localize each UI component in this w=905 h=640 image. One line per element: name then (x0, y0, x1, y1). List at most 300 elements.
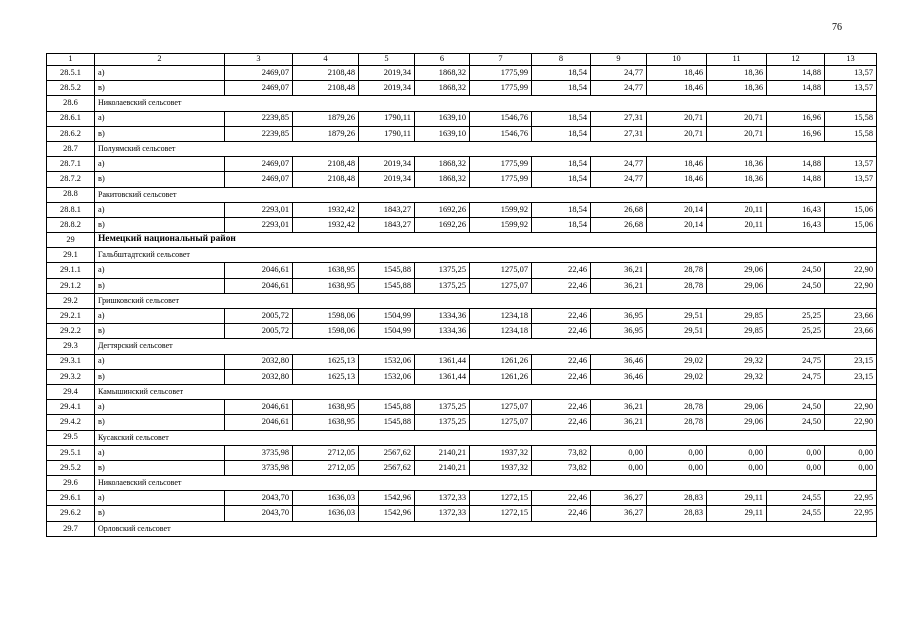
value-cell: 1261,26 (470, 354, 532, 369)
value-cell: 22,46 (532, 309, 591, 324)
row-code: 28.7 (47, 141, 95, 156)
value-cell: 2108,48 (293, 157, 359, 172)
row-label: а) (95, 445, 225, 460)
value-cell: 28,78 (647, 263, 707, 278)
value-cell: 36,46 (591, 354, 647, 369)
column-number-cell: 6 (415, 54, 470, 66)
value-cell: 22,46 (532, 278, 591, 293)
value-cell: 1775,99 (470, 66, 532, 81)
value-cell: 24,77 (591, 66, 647, 81)
row-code: 29.6.1 (47, 491, 95, 506)
value-cell: 29,32 (707, 354, 767, 369)
row-code: 29 (47, 233, 95, 248)
column-number-cell: 1 (47, 54, 95, 66)
value-cell: 1625,13 (293, 369, 359, 384)
value-cell: 18,54 (532, 217, 591, 232)
value-cell: 20,14 (647, 202, 707, 217)
table-row (47, 278, 877, 293)
value-cell: 1599,92 (470, 202, 532, 217)
value-cell: 28,83 (647, 491, 707, 506)
value-cell: 1598,06 (293, 324, 359, 339)
value-cell: 1375,25 (415, 400, 470, 415)
value-cell: 36,46 (591, 369, 647, 384)
table-row (47, 460, 877, 475)
value-cell: 24,77 (591, 157, 647, 172)
value-cell: 2293,01 (225, 202, 293, 217)
row-code: 29.1 (47, 248, 95, 263)
value-cell: 2469,07 (225, 81, 293, 96)
value-cell: 1234,18 (470, 324, 532, 339)
value-cell: 25,25 (767, 324, 825, 339)
value-cell: 1790,11 (359, 126, 415, 141)
row-label: а) (95, 202, 225, 217)
value-cell: 22,46 (532, 506, 591, 521)
value-cell: 36,21 (591, 278, 647, 293)
row-label: в) (95, 324, 225, 339)
value-cell: 1937,32 (470, 460, 532, 475)
value-cell: 2046,61 (225, 400, 293, 415)
value-cell: 18,46 (647, 157, 707, 172)
section-title: Николаевский сельсовет (95, 476, 877, 491)
column-number-cell: 13 (825, 54, 877, 66)
value-cell: 1937,32 (470, 445, 532, 460)
row-label: в) (95, 369, 225, 384)
value-cell: 2046,61 (225, 263, 293, 278)
table-row (47, 126, 877, 141)
value-cell: 1625,13 (293, 354, 359, 369)
value-cell: 22,46 (532, 263, 591, 278)
value-cell: 1504,99 (359, 324, 415, 339)
value-cell: 1879,26 (293, 111, 359, 126)
value-cell: 14,88 (767, 81, 825, 96)
value-cell: 27,31 (591, 126, 647, 141)
value-cell: 28,83 (647, 506, 707, 521)
row-code: 29.4 (47, 384, 95, 399)
value-cell: 22,46 (532, 369, 591, 384)
section-title: Ракитовский сельсовет (95, 187, 877, 202)
value-cell: 1639,10 (415, 126, 470, 141)
row-code: 28.6.1 (47, 111, 95, 126)
value-cell: 1334,36 (415, 324, 470, 339)
value-cell: 0,00 (707, 445, 767, 460)
value-cell: 1638,95 (293, 278, 359, 293)
value-cell: 36,21 (591, 400, 647, 415)
value-cell: 22,46 (532, 400, 591, 415)
value-cell: 20,14 (647, 217, 707, 232)
value-cell: 73,82 (532, 445, 591, 460)
row-code: 29.6.2 (47, 506, 95, 521)
column-number-row (47, 54, 877, 66)
section-row (47, 293, 877, 308)
value-cell: 22,46 (532, 324, 591, 339)
value-cell: 2005,72 (225, 324, 293, 339)
row-label: в) (95, 415, 225, 430)
value-cell: 24,55 (767, 506, 825, 521)
row-code: 29.1.1 (47, 263, 95, 278)
value-cell: 22,46 (532, 491, 591, 506)
table-row (47, 445, 877, 460)
value-cell: 18,36 (707, 157, 767, 172)
column-number-cell: 9 (591, 54, 647, 66)
table-row (47, 66, 877, 81)
value-cell: 36,21 (591, 263, 647, 278)
value-cell: 24,75 (767, 369, 825, 384)
value-cell: 1545,88 (359, 415, 415, 430)
value-cell: 1532,06 (359, 354, 415, 369)
section-row (47, 384, 877, 399)
value-cell: 18,36 (707, 66, 767, 81)
section-row (47, 233, 877, 248)
section-title: Николаевский сельсовет (95, 96, 877, 111)
value-cell: 22,46 (532, 415, 591, 430)
value-cell: 0,00 (825, 445, 877, 460)
value-cell: 2567,62 (359, 460, 415, 475)
value-cell: 18,54 (532, 157, 591, 172)
value-cell: 2712,05 (293, 460, 359, 475)
value-cell: 1375,25 (415, 278, 470, 293)
value-cell: 24,50 (767, 400, 825, 415)
value-cell: 18,54 (532, 81, 591, 96)
row-label: в) (95, 217, 225, 232)
row-label: в) (95, 172, 225, 187)
value-cell: 1275,07 (470, 278, 532, 293)
row-code: 29.3 (47, 339, 95, 354)
value-cell: 18,54 (532, 111, 591, 126)
value-cell: 1545,88 (359, 278, 415, 293)
value-cell: 20,11 (707, 202, 767, 217)
value-cell: 29,51 (647, 309, 707, 324)
value-cell: 1775,99 (470, 157, 532, 172)
section-row (47, 521, 877, 536)
value-cell: 18,46 (647, 81, 707, 96)
value-cell: 1868,32 (415, 172, 470, 187)
row-code: 28.8.1 (47, 202, 95, 217)
value-cell: 24,77 (591, 81, 647, 96)
row-label: а) (95, 309, 225, 324)
value-cell: 28,78 (647, 400, 707, 415)
table-row (47, 81, 877, 96)
value-cell: 14,88 (767, 157, 825, 172)
value-cell: 1868,32 (415, 81, 470, 96)
value-cell: 1599,92 (470, 217, 532, 232)
value-cell: 13,57 (825, 81, 877, 96)
value-cell: 1375,25 (415, 263, 470, 278)
value-cell: 1868,32 (415, 66, 470, 81)
value-cell: 20,11 (707, 217, 767, 232)
value-cell: 36,27 (591, 506, 647, 521)
value-cell: 1546,76 (470, 111, 532, 126)
value-cell: 0,00 (707, 460, 767, 475)
value-cell: 27,31 (591, 111, 647, 126)
value-cell: 29,06 (707, 263, 767, 278)
value-cell: 1868,32 (415, 157, 470, 172)
table-row (47, 415, 877, 430)
value-cell: 2469,07 (225, 172, 293, 187)
value-cell: 1545,88 (359, 400, 415, 415)
value-cell: 36,27 (591, 491, 647, 506)
value-cell: 18,46 (647, 66, 707, 81)
value-cell: 15,06 (825, 217, 877, 232)
row-code: 28.7.1 (47, 157, 95, 172)
row-code: 29.4.1 (47, 400, 95, 415)
value-cell: 29,85 (707, 324, 767, 339)
value-cell: 1843,27 (359, 202, 415, 217)
table-row (47, 324, 877, 339)
value-cell: 2239,85 (225, 126, 293, 141)
row-code: 29.5.1 (47, 445, 95, 460)
section-title: Камышинский сельсовет (95, 384, 877, 399)
value-cell: 1272,15 (470, 506, 532, 521)
column-number-cell: 2 (95, 54, 225, 66)
value-cell: 24,75 (767, 354, 825, 369)
value-cell: 1275,07 (470, 400, 532, 415)
value-cell: 26,68 (591, 202, 647, 217)
value-cell: 1234,18 (470, 309, 532, 324)
value-cell: 2469,07 (225, 66, 293, 81)
row-code: 29.2 (47, 293, 95, 308)
row-code: 28.5.1 (47, 66, 95, 81)
value-cell: 1504,99 (359, 309, 415, 324)
table-row (47, 217, 877, 232)
value-cell: 2712,05 (293, 445, 359, 460)
value-cell: 22,46 (532, 354, 591, 369)
value-cell: 0,00 (647, 460, 707, 475)
row-label: а) (95, 491, 225, 506)
table-row (47, 400, 877, 415)
value-cell: 1775,99 (470, 172, 532, 187)
row-code: 29.1.2 (47, 278, 95, 293)
value-cell: 1546,76 (470, 126, 532, 141)
value-cell: 15,58 (825, 111, 877, 126)
section-title: Дегтярский сельсовет (95, 339, 877, 354)
value-cell: 1261,26 (470, 369, 532, 384)
value-cell: 23,66 (825, 324, 877, 339)
section-title: Немецкий национальный район (95, 233, 877, 248)
value-cell: 20,71 (707, 126, 767, 141)
value-cell: 1790,11 (359, 111, 415, 126)
table-row (47, 263, 877, 278)
value-cell: 1372,33 (415, 491, 470, 506)
row-label: в) (95, 460, 225, 475)
value-cell: 18,54 (532, 202, 591, 217)
value-cell: 2043,70 (225, 506, 293, 521)
row-label: а) (95, 354, 225, 369)
value-cell: 29,32 (707, 369, 767, 384)
value-cell: 26,68 (591, 217, 647, 232)
value-cell: 16,96 (767, 111, 825, 126)
section-row (47, 248, 877, 263)
value-cell: 15,06 (825, 202, 877, 217)
value-cell: 2108,48 (293, 66, 359, 81)
row-code: 29.5.2 (47, 460, 95, 475)
column-number-cell: 4 (293, 54, 359, 66)
value-cell: 36,95 (591, 309, 647, 324)
column-number-cell: 7 (470, 54, 532, 66)
value-cell: 2043,70 (225, 491, 293, 506)
value-cell: 1636,03 (293, 491, 359, 506)
value-cell: 3735,98 (225, 445, 293, 460)
value-cell: 1334,36 (415, 309, 470, 324)
value-cell: 16,43 (767, 202, 825, 217)
value-cell: 2108,48 (293, 172, 359, 187)
value-cell: 20,71 (707, 111, 767, 126)
value-cell: 23,66 (825, 309, 877, 324)
row-code: 29.6 (47, 476, 95, 491)
value-cell: 29,11 (707, 506, 767, 521)
section-row (47, 430, 877, 445)
section-row (47, 141, 877, 156)
row-code: 28.6 (47, 96, 95, 111)
value-cell: 1361,44 (415, 354, 470, 369)
value-cell: 13,57 (825, 172, 877, 187)
value-cell: 1639,10 (415, 111, 470, 126)
value-cell: 25,25 (767, 309, 825, 324)
value-cell: 24,50 (767, 278, 825, 293)
tariff-table (46, 53, 877, 537)
value-cell: 1932,42 (293, 217, 359, 232)
value-cell: 22,95 (825, 506, 877, 521)
value-cell: 1545,88 (359, 263, 415, 278)
row-label: а) (95, 66, 225, 81)
value-cell: 18,36 (707, 172, 767, 187)
value-cell: 20,71 (647, 126, 707, 141)
value-cell: 2019,34 (359, 81, 415, 96)
row-code: 29.3.1 (47, 354, 95, 369)
value-cell: 24,50 (767, 263, 825, 278)
value-cell: 2293,01 (225, 217, 293, 232)
value-cell: 22,90 (825, 415, 877, 430)
value-cell: 28,78 (647, 415, 707, 430)
value-cell: 16,43 (767, 217, 825, 232)
table-body (47, 54, 877, 537)
value-cell: 1542,96 (359, 506, 415, 521)
value-cell: 24,55 (767, 491, 825, 506)
row-code: 28.7.2 (47, 172, 95, 187)
value-cell: 1372,33 (415, 506, 470, 521)
value-cell: 1932,42 (293, 202, 359, 217)
value-cell: 22,95 (825, 491, 877, 506)
value-cell: 24,50 (767, 415, 825, 430)
value-cell: 23,15 (825, 369, 877, 384)
row-label: в) (95, 81, 225, 96)
value-cell: 29,11 (707, 491, 767, 506)
value-cell: 2005,72 (225, 309, 293, 324)
value-cell: 29,06 (707, 278, 767, 293)
section-title: Гришковский сельсовет (95, 293, 877, 308)
value-cell: 0,00 (767, 460, 825, 475)
row-code: 29.5 (47, 430, 95, 445)
table-row (47, 369, 877, 384)
column-number-cell: 10 (647, 54, 707, 66)
value-cell: 22,90 (825, 278, 877, 293)
value-cell: 29,06 (707, 415, 767, 430)
table-row (47, 354, 877, 369)
row-label: в) (95, 126, 225, 141)
value-cell: 2140,21 (415, 460, 470, 475)
column-number-cell: 5 (359, 54, 415, 66)
page-number: 76 (832, 22, 842, 33)
row-code: 28.5.2 (47, 81, 95, 96)
value-cell: 18,36 (707, 81, 767, 96)
value-cell: 2239,85 (225, 111, 293, 126)
value-cell: 2032,80 (225, 354, 293, 369)
value-cell: 2046,61 (225, 415, 293, 430)
value-cell: 2019,34 (359, 66, 415, 81)
value-cell: 1272,15 (470, 491, 532, 506)
value-cell: 14,88 (767, 66, 825, 81)
value-cell: 1638,95 (293, 263, 359, 278)
value-cell: 2032,80 (225, 369, 293, 384)
value-cell: 73,82 (532, 460, 591, 475)
row-code: 28.8.2 (47, 217, 95, 232)
table-row (47, 172, 877, 187)
value-cell: 1775,99 (470, 81, 532, 96)
row-code: 29.4.2 (47, 415, 95, 430)
table-row (47, 309, 877, 324)
value-cell: 3735,98 (225, 460, 293, 475)
value-cell: 29,06 (707, 400, 767, 415)
value-cell: 22,90 (825, 263, 877, 278)
column-number-cell: 11 (707, 54, 767, 66)
section-row (47, 476, 877, 491)
value-cell: 29,02 (647, 369, 707, 384)
value-cell: 0,00 (767, 445, 825, 460)
value-cell: 0,00 (591, 445, 647, 460)
row-code: 28.8 (47, 187, 95, 202)
value-cell: 1598,06 (293, 309, 359, 324)
value-cell: 18,54 (532, 66, 591, 81)
value-cell: 1375,25 (415, 415, 470, 430)
value-cell: 1692,26 (415, 217, 470, 232)
value-cell: 1275,07 (470, 415, 532, 430)
value-cell: 2469,07 (225, 157, 293, 172)
value-cell: 29,85 (707, 309, 767, 324)
value-cell: 0,00 (647, 445, 707, 460)
table-row (47, 506, 877, 521)
row-code: 29.3.2 (47, 369, 95, 384)
value-cell: 20,71 (647, 111, 707, 126)
row-label: в) (95, 506, 225, 521)
row-code: 28.6.2 (47, 126, 95, 141)
value-cell: 1843,27 (359, 217, 415, 232)
table-row (47, 202, 877, 217)
section-row (47, 96, 877, 111)
row-label: а) (95, 400, 225, 415)
value-cell: 23,15 (825, 354, 877, 369)
value-cell: 28,78 (647, 278, 707, 293)
value-cell: 2019,34 (359, 172, 415, 187)
section-title: Кусакский сельсовет (95, 430, 877, 445)
section-title: Орловский сельсовет (95, 521, 877, 536)
row-code: 29.2.2 (47, 324, 95, 339)
column-number-cell: 3 (225, 54, 293, 66)
value-cell: 18,54 (532, 126, 591, 141)
value-cell: 1879,26 (293, 126, 359, 141)
value-cell: 13,57 (825, 157, 877, 172)
value-cell: 18,46 (647, 172, 707, 187)
value-cell: 0,00 (591, 460, 647, 475)
value-cell: 0,00 (825, 460, 877, 475)
value-cell: 1638,95 (293, 415, 359, 430)
value-cell: 36,21 (591, 415, 647, 430)
value-cell: 1275,07 (470, 263, 532, 278)
row-label: а) (95, 263, 225, 278)
row-code: 29.2.1 (47, 309, 95, 324)
row-label: а) (95, 111, 225, 126)
value-cell: 18,54 (532, 172, 591, 187)
row-code: 29.7 (47, 521, 95, 536)
value-cell: 2108,48 (293, 81, 359, 96)
